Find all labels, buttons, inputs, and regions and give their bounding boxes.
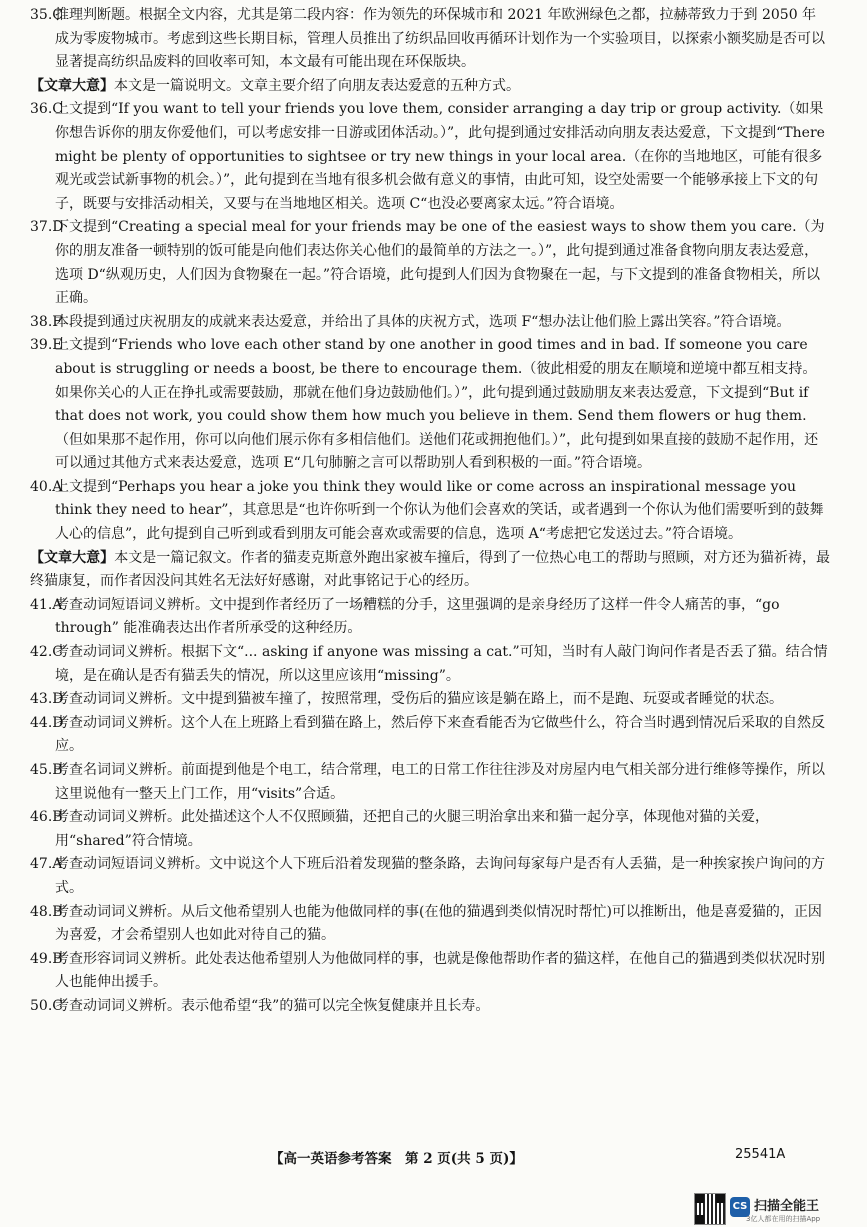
answer-explanation: 考查动词短语词义辨析。文中提到作者经历了一场糟糕的分手，这里强调的是亲身经历了这样一件令人痛苦的事，“go through” 能准确表达出作者所承受的这种经历。 (55, 596, 780, 637)
answer-entry (30, 712, 830, 759)
answer-entry (30, 901, 830, 948)
footer-page-info: 【高一英语参考答案 第 2 页(共 5 页)】 (270, 1151, 523, 1167)
answer-explanation: 本段提到通过庆祝朋友的成就来表达爱意，并给出了具体的庆祝方式，选项 F“想办法让他们脸上露出笑容。”符合语境。 (55, 313, 791, 330)
section-tag: 【文章大意】 (30, 549, 115, 566)
answer-entry (30, 759, 830, 806)
section-tag: 【文章大意】 (30, 77, 114, 94)
camscanner-logo-icon: CS (730, 1197, 750, 1217)
answer-explanation: 考查动词词义辨析。表示他希望“我”的猫可以完全恢复健康并且长寿。 (55, 997, 490, 1014)
answer-entry (30, 98, 830, 216)
answer-number: 45.B (30, 762, 63, 778)
page-footer (0, 1147, 867, 1171)
answer-entry (30, 853, 830, 900)
answer-entry (30, 995, 830, 1019)
entries-top (30, 4, 830, 75)
answer-explanation: 考查名词词义辨析。前面提到他是个电工，结合常理，电工的日常工作往往涉及对房屋内电气相关部分进行维修等操作，所以这里说他有一整天上门工作，用“visits”合适。 (55, 762, 825, 802)
answer-entry (30, 688, 830, 712)
content-area (30, 4, 830, 1019)
answer-entry (30, 334, 830, 476)
answer-explanation: 推理判断题。根据全文内容，尤其是第二段内容：作为领先的环保城市和 2021 年欧洲绿色之都，拉赫蒂致力于到 2050 年成为零废物城市。考虑到这些长期目标，管理人员推出了纺织品回收再循环计划作为一个实验项目，以探索小额奖励是否可以显著提高纺织品废料的回收率可知，本文最有可能出现在环保版块。 (55, 7, 825, 71)
answer-number: 46.B (30, 809, 63, 826)
qr-code-icon (694, 1193, 726, 1225)
answer-entry (30, 216, 830, 310)
entries-bottom (30, 594, 830, 1019)
answer-number: 35.C (30, 7, 63, 23)
answer-number: 44.D (30, 714, 64, 731)
answer-entry (30, 806, 830, 853)
answer-entry (30, 4, 830, 75)
footer-code: 25541A (735, 1147, 786, 1162)
scanner-watermark (694, 1193, 864, 1225)
answer-number: 49.B (30, 950, 63, 967)
answer-explanation: 上文提到“Friends who love each other stand by one another in good times and in bad. If someone you care about is struggling or needs a boost, be there to encourage them.（彼此相爱的朋友在顺境和逆境中都互相支持。如果你关心的人正在挣扎或需要鼓励，那就在他们身边鼓励他们。）”，此句提到通过鼓励朋友来表达爱意，下文提到“But if that does not work, you could show them how much you believe in them. Send them flowers or hug them.（但如果那不起作用，你可以向他们展示你有多相信他们。送他们花或拥抱他们。）”，此句提到如果直接的鼓励不起作用，还可以通过其他方式来表达爱意，选项 E“几句肺腑之言可以帮助别人看到积极的一面。”符合语境。 (55, 337, 819, 472)
answer-number: 42.C (30, 644, 63, 661)
answer-number: 43.D (30, 691, 64, 708)
answer-explanation: 下文提到“Creating a special meal for your friends may be one of the easiest ways to show them you care.（为你的朋友准备一顿特别的饭可能是向他们表达你关心他们的最简单的方法之一。）”，此句提到通过准备食物向朋友表达爱意，选项 D“纵观历史，人们因为食物聚在一起。”符合语境，此句提到人们因为食物聚在一起，与下文提到的准备食物相关，所以正确。 (55, 219, 825, 307)
answer-entry (30, 641, 830, 688)
answer-explanation: 考查动词词义辨析。文中提到猫被车撞了，按照常理，受伤后的猫应该是躺在路上，而不是跑、玩耍或者睡觉的状态。 (55, 691, 783, 708)
answer-explanation: 上文提到“If you want to tell your friends you love them, consider arranging a day trip or group activity.（如果你想告诉你的朋友你爱他们，可以考虑安排一日游或团体活动。）”，此句提到通过安排活动向朋友表达爱意，下文提到“There might be plenty of opportunities to sightsee or try new things in your local area.（在你的当地地区，可能有很多观光或尝试新事物的机会。）”，此句提到在当地有很多机会做有意义的事情，由此可知，设空处需要一个能够承接上下文的句子，既要与安排活动相关，又要与在当地地区相关。选项 C“也没必要离家太远。”符合语境。 (55, 101, 825, 212)
answer-number: 37.D (30, 219, 64, 236)
answer-explanation: 上文提到“Perhaps you hear a joke you think they would like or come across an inspirational message you think they need to hear”，其意思是“也许你听到一个你认为他们会喜欢的笑话，或者遇到一个你认为他们需要听到的鼓舞人心的信息”，此句提到自己听到或看到朋友可能会喜欢或需要的信息，选项 A“考虑把它发送过去。”符合语境。 (55, 478, 824, 543)
scanner-tagline: 3亿人都在用的扫描App (746, 1215, 821, 1223)
section-summary-2 (30, 547, 830, 594)
section-text: 本文是一篇说明文。文章主要介绍了向朋友表达爱意的五种方式。 (114, 77, 520, 94)
scanner-app-name: 扫描全能王 (754, 1199, 820, 1214)
answer-number: 39.E (30, 337, 63, 354)
answer-number: 47.A (30, 856, 63, 873)
answer-explanation: 考查形容词词义辨析。此处表达他希望别人为他做同样的事，也就是像他帮助作者的猫这样，在他自己的猫遇到类似状况时别人也能伸出援手。 (55, 950, 825, 991)
answer-explanation: 考查动词词义辨析。此处描述这个人不仅照顾猫，还把自己的火腿三明治拿出来和猫一起分享，体现他对猫的关爱，用“shared”符合情境。 (55, 809, 769, 849)
answer-number: 38.F (30, 313, 62, 330)
answer-explanation: 考查动词短语词义辨析。文中说这个人下班后沿着发现猫的整条路，去询问每家每户是否有人丢猫，是一种挨家挨户询问的方式。 (55, 856, 825, 896)
answer-number: 48.B (30, 903, 63, 920)
entries-mid (30, 98, 830, 546)
section-text: 本文是一篇记叙文。作者的猫麦克斯意外跑出家被车撞后，得到了一位热心电工的帮助与照顾，对方还为猫祈祷，最终猫康复，而作者因没问其姓名无法好好感谢，对此事铭记于心的经历。 (30, 549, 831, 590)
answer-explanation: 考查动词词义辨析。根据下文“... asking if anyone was missing a cat.”可知，当时有人敲门询问作者是否丢了猫。结合情境，是在确认是否有猫丢失的情况，所以这里应该用“missing”。 (55, 644, 828, 684)
answer-number: 36.C (30, 101, 63, 118)
answer-explanation: 考查动词词义辨析。这个人在上班路上看到猫在路上，然后停下来查看能否为它做些什么，符合当时遇到情况后采取的自然反应。 (55, 714, 825, 755)
answer-explanation: 考查动词词义辨析。从后文他希望别人也能为他做同样的事(在他的猫遇到类似情况时帮忙)可以推断出，他是喜爱猫的，正因为喜爱，才会希望别人也如此对待自己的猫。 (55, 903, 822, 944)
answer-entry (30, 476, 830, 547)
answer-number: 50.C (30, 997, 63, 1014)
answer-number: 41.A (30, 596, 63, 613)
answer-number: 40.A (30, 478, 63, 495)
answer-entry (30, 948, 830, 995)
answer-entry (30, 311, 830, 335)
answer-entry (30, 594, 830, 641)
section-summary-1 (30, 75, 830, 99)
